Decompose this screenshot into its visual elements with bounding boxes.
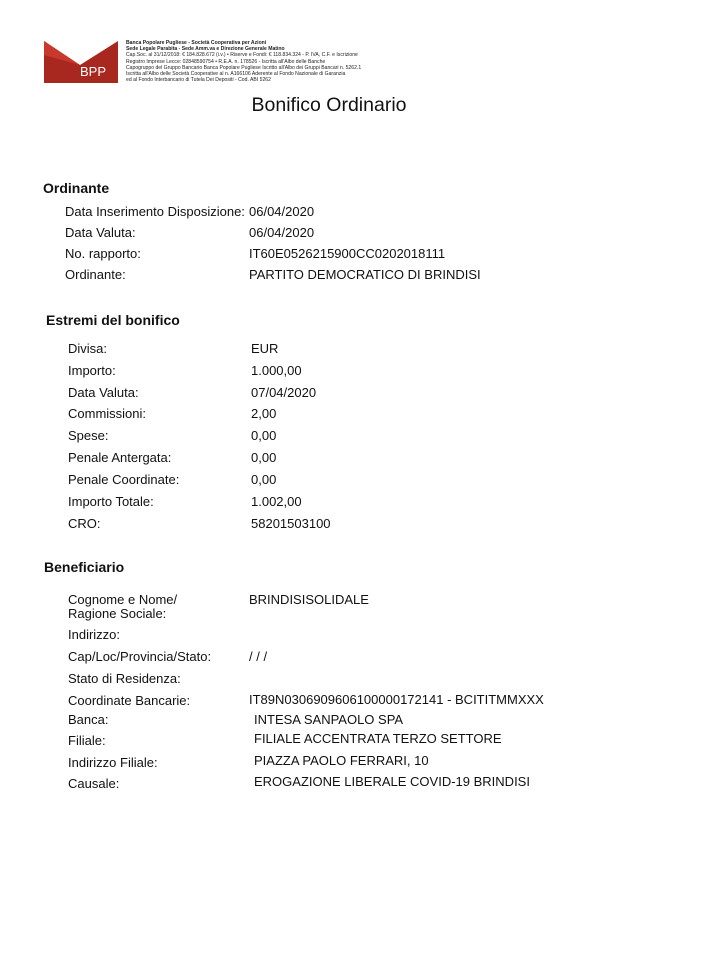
field-value: 06/04/2020 bbox=[249, 225, 315, 240]
field-label: Indirizzo: bbox=[68, 627, 121, 642]
field-value: 2,00 bbox=[251, 406, 277, 421]
section-estremi-title: Estremi del bonifico bbox=[46, 312, 180, 328]
field-label: CRO: bbox=[68, 516, 101, 531]
bank-line: Capogruppo del Gruppo Bancario Banca Popolare Pugliese Iscritto all'Albo dei Gruppi Bancari n. 5262.1 bbox=[126, 64, 362, 71]
bank-line: Iscritta all'Albo delle Società Cooperative al n. A166106 Aderente al Fondo Nazionale di Garanzia bbox=[126, 71, 346, 78]
field-value: 1.000,00 bbox=[251, 363, 302, 378]
field-label: Penale Antergata: bbox=[68, 450, 172, 465]
field-value: FILIALE ACCENTRATA TERZO SETTORE bbox=[254, 731, 502, 746]
field-value: 0,00 bbox=[251, 450, 277, 465]
bank-line: Cap.Soc. al 31/12/2018: € 184.828.672 (i.v.) • Riserve e Fondi: € 118.834.324 - P. IVA, C.F. e Iscrizione bbox=[126, 52, 358, 59]
bank-legal-text bbox=[126, 40, 394, 83]
field-label: Importo Totale: bbox=[68, 494, 154, 509]
bank-line: Banca Popolare Pugliese - Società Cooperativa per Azioni bbox=[126, 40, 267, 46]
section-beneficiario-title: Beneficiario bbox=[44, 559, 125, 575]
field-value: 58201503100 bbox=[251, 516, 331, 531]
field-value: IT89N0306909606100000172141 - BCITITMMXXX bbox=[249, 692, 544, 707]
field-value: IT60E0526215900CC0202018111 bbox=[249, 246, 446, 261]
field-value: INTESA SANPAOLO SPA bbox=[254, 712, 404, 727]
document-title: Bonifico Ordinario bbox=[251, 94, 407, 116]
field-value: / / / bbox=[249, 649, 268, 664]
field-value: 06/04/2020 bbox=[249, 204, 315, 219]
field-label: Data Valuta: bbox=[65, 225, 136, 240]
logo-text: BPP bbox=[80, 64, 107, 79]
field-label: Coordinate Bancarie: bbox=[68, 693, 191, 708]
field-value: 1.002,00 bbox=[251, 494, 302, 509]
field-label: Ragione Sociale: bbox=[68, 606, 167, 621]
field-label: Causale: bbox=[68, 776, 120, 791]
field-label: Cap/Loc/Provincia/Stato: bbox=[68, 649, 212, 664]
field-value: 07/04/2020 bbox=[251, 385, 317, 400]
field-value: PIAZZA PAOLO FERRARI, 10 bbox=[254, 753, 429, 768]
field-value: PARTITO DEMOCRATICO DI BRINDISI bbox=[249, 267, 481, 282]
field-label: Data Inserimento Disposizione: bbox=[65, 204, 245, 219]
bank-line: Sede Legale Parabita - Sede Amm.va e Direzione Generale Matino bbox=[126, 46, 285, 53]
field-value: BRINDISISOLIDALE bbox=[249, 592, 369, 607]
field-label: Spese: bbox=[68, 428, 109, 443]
section-ordinante-title: Ordinante bbox=[43, 180, 110, 196]
field-value: 0,00 bbox=[251, 472, 277, 487]
bank-line: Registro Imprese Lecce: 02848590754 • R.E.A. n. 178526 - Iscritta all'Albo delle Banche bbox=[126, 58, 326, 65]
field-label: Commissioni: bbox=[68, 406, 147, 421]
field-label: No. rapporto: bbox=[65, 246, 141, 261]
bank-line: ed al Fondo Interbancario di Tutela Dei Depositi - Cod. ABI 5262 bbox=[126, 77, 271, 84]
field-value: 0,00 bbox=[251, 428, 277, 443]
field-label: Divisa: bbox=[68, 341, 108, 356]
bank-logo bbox=[44, 41, 118, 83]
field-label: Stato di Residenza: bbox=[68, 671, 181, 686]
field-value: EROGAZIONE LIBERALE COVID-19 BRINDISI bbox=[254, 774, 530, 789]
field-label: Ordinante: bbox=[65, 267, 126, 282]
field-label: Filiale: bbox=[68, 733, 106, 748]
field-label: Penale Coordinate: bbox=[68, 472, 180, 487]
field-label: Banca: bbox=[68, 712, 109, 727]
field-label: Importo: bbox=[68, 363, 116, 378]
field-label: Data Valuta: bbox=[68, 385, 139, 400]
field-value: EUR bbox=[251, 341, 279, 356]
field-label: Cognome e Nome/ bbox=[68, 592, 178, 607]
field-label: Indirizzo Filiale: bbox=[68, 755, 158, 770]
